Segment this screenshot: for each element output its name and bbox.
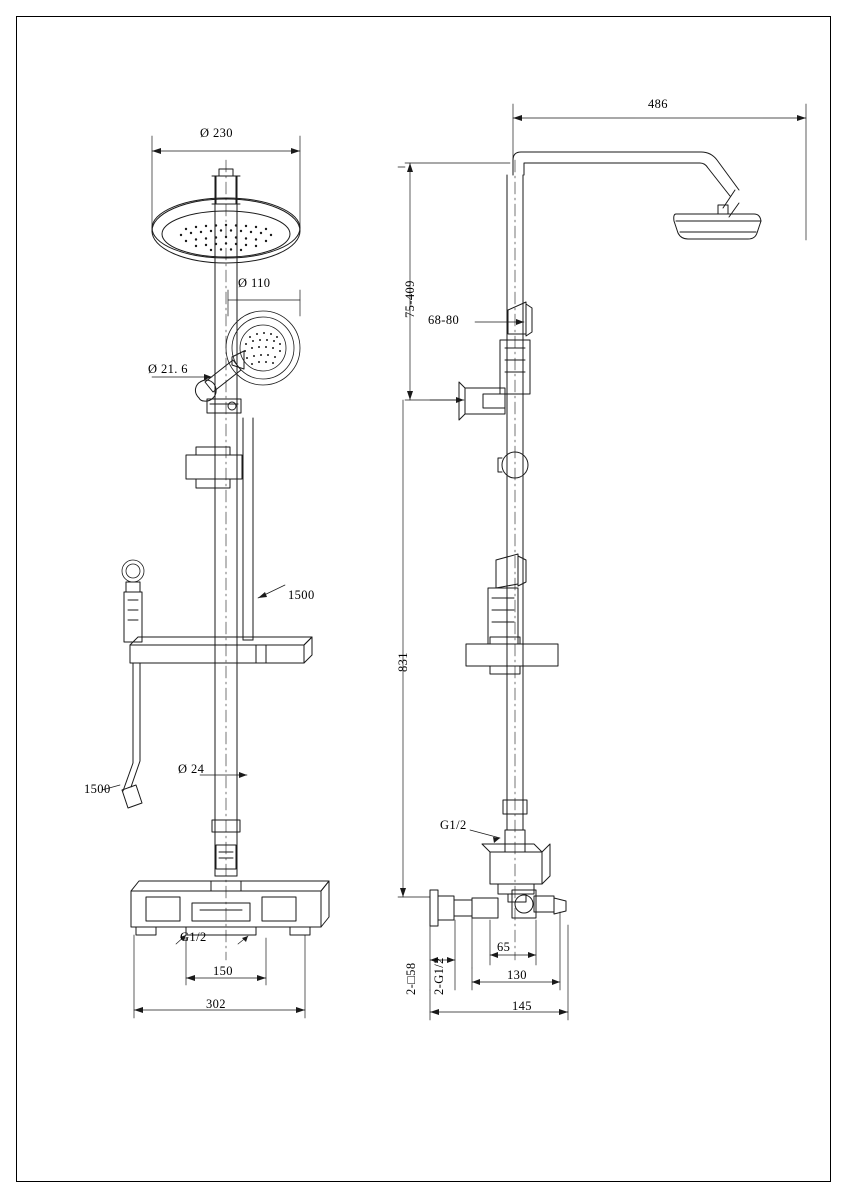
dim-depth-145: 145 xyxy=(512,999,532,1013)
dim-overhead-diameter: Ø 230 xyxy=(200,126,233,140)
dim-hand-shower-diameter: Ø 110 xyxy=(238,276,271,290)
dim-hose-length-left: 1500 xyxy=(84,782,111,796)
dim-depth-130: 130 xyxy=(507,968,527,982)
dim-inlet-thread-two: 2-G1/2 xyxy=(432,957,446,995)
dim-riser-diameter: Ø 24 xyxy=(178,762,205,776)
dim-head-height-range: 75-409 xyxy=(403,280,417,318)
dim-arm-projection: 486 xyxy=(648,97,668,111)
dim-inlet-thread-front: G1/2 xyxy=(180,930,207,944)
dim-riser-small-diameter: Ø 21. 6 xyxy=(148,362,188,376)
dim-hose-length-right: 1500 xyxy=(288,588,315,602)
dim-handle-range: 68-80 xyxy=(428,313,460,327)
dim-depth-65: 65 xyxy=(497,940,511,954)
dim-inlet-square: 2-□58 xyxy=(404,962,418,995)
dim-outlet-thread: G1/2 xyxy=(440,818,467,832)
dim-overall-width: 302 xyxy=(206,997,226,1011)
dim-inlet-spacing: 150 xyxy=(213,964,233,978)
dim-column-height: 831 xyxy=(396,652,410,672)
